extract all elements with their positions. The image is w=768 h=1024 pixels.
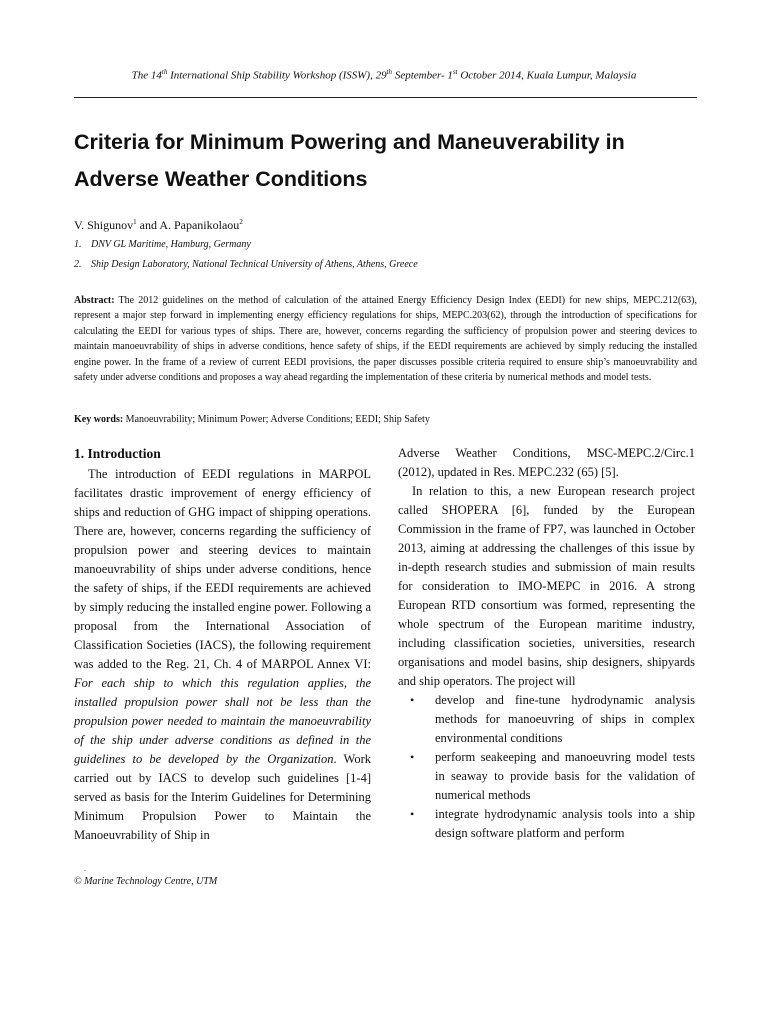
paragraph-text: . Work carried out by IACS to develop such guidelines [1-4] served as basis for the Interim Guidelines for Determining Minimum Propulsion Power to Maintain the Manoeuvrability of Ship in (74, 752, 371, 842)
bullet-item (398, 748, 695, 805)
abstract-text: The 2012 guidelines on the method of calculation of the attained Energy Efficiency Design Index (EEDI) for new ships, MEPC.212(63), represent a major step forward in implementing energy efficiency regulations for ships, MEPC.203(62), through the introduction of specifications for calculating the EEDI for various types of ships. There are, however, concerns regarding the sufficiency of propulsion power and steering devices to maintain manoeuvrability of ships in adverse conditions, hence safety of ships, if the EEDI requirements are achieved by simply reducing the installed engine power. In the frame of a review of current EEDI provisions, the paper discusses possible criteria required to ensure ship’s manoeuvrability and safety under adverse conditions and proposes a way ahead regarding the implementation of these criteria by numerical methods and model tests. (74, 295, 697, 384)
bullet-item (398, 805, 695, 843)
bullet-icon: • (410, 693, 415, 707)
header-text: The 14 (131, 69, 162, 82)
header-text: October 2014, Kuala Lumpur, Malaysia (457, 69, 637, 82)
body-paragraph-continued: Adverse Weather Conditions, MSC-MEPC.2/Circ.1 (2012), updated in Res. MEPC.232 (65) [5]. (398, 446, 695, 479)
left-column (74, 444, 371, 845)
body-paragraph (74, 465, 371, 845)
header-divider (74, 97, 697, 98)
keywords-text: Manoeuvrability; Minimum Power; Adverse Conditions; EEDI; Ship Safety (123, 414, 430, 425)
bullet-list (398, 691, 695, 843)
affiliation-text: Ship Design Laboratory, National Technical University of Athens, Athens, Greece (91, 259, 418, 270)
abstract-label: Abstract: (74, 295, 115, 306)
affiliation-marker: 2 (239, 218, 243, 226)
affiliation-item (74, 238, 418, 258)
abstract (74, 293, 697, 385)
affiliation-number: 1. (74, 239, 82, 250)
right-column (398, 444, 695, 843)
header-text: International Ship Stability Workshop (ISSW), 29 (167, 69, 387, 82)
section-heading: 1. Introduction (74, 446, 161, 461)
footnote-mark: . (84, 864, 86, 873)
title-line: Adverse Weather Conditions (74, 167, 368, 191)
header-superscript: st (452, 68, 458, 76)
affiliation-list (74, 238, 418, 278)
bullet-text: develop and fine-tune hydrodynamic analysis methods for manoeuvring of ships in complex environmental conditions (435, 693, 695, 745)
affiliation-item (74, 258, 418, 278)
bullet-text: perform seakeeping and manoeuvring model tests in seaway to provide basis for the validation of numerical methods (435, 750, 695, 802)
author-name: A. Papanikolaou (159, 218, 240, 232)
author-name: V. Shigunov (74, 218, 134, 232)
header-superscript: th (161, 68, 168, 76)
copyright-footnote: © Marine Technology Centre, UTM (74, 876, 218, 887)
conference-header (0, 68, 768, 82)
body-paragraph: In relation to this, a new European research project called SHOPERA [6], funded by the European Commission in the frame of FP7, was launched in October 2013, aiming at addressing the challenges of this issue by in-depth research studies and submission of main results for consideration to IMO-MEPC in 2016. A strong European RTD consortium was formed, representing the whole spectrum of the European maritime industry, including classification societies, universities, research organisations and model basins, ship designers, shipyards and ship operators. The project will (398, 484, 695, 688)
bullet-item (398, 691, 695, 748)
affiliation-text: DNV GL Maritime, Hamburg, Germany (91, 239, 251, 250)
bullet-icon: • (410, 807, 415, 821)
author-list (74, 218, 243, 233)
bullet-text: integrate hydrodynamic analysis tools into a ship design software platform and perform (435, 807, 695, 840)
bullet-icon: • (410, 750, 415, 764)
quoted-requirement: For each ship to which this regulation applies, the installed propulsion power shall not be less than the propulsion power needed to maintain the manoeuvrability of the ship under adverse conditions as defined in the guidelines to be developed by the Organization (74, 676, 371, 766)
header-text: September- 1 (392, 69, 453, 82)
author-separator: and (136, 218, 160, 232)
paragraph-text: The introduction of EEDI regulations in MARPOL facilitates drastic improvement of energy efficiency of ships and reduction of GHG impact of shipping operations. There are, however, concerns regarding the sufficiency of propulsion power and steering devices to maintain manoeuvrability of ships under adverse conditions, hence the safety of ships, if the EEDI requirements are achieved by simply reducing the installed engine power. Following a proposal from the International Association of Classification Societies (IACS), the following requirement was added to the Reg. 21, Ch. 4 of MARPOL Annex VI: (74, 467, 371, 671)
header-superscript: th (386, 68, 393, 76)
title-line: Criteria for Minimum Powering and Maneuverability in (74, 130, 625, 154)
affiliation-marker: 1 (133, 218, 137, 226)
keywords (74, 414, 697, 425)
paper-title (74, 124, 699, 198)
keywords-label: Key words: (74, 414, 124, 425)
affiliation-number: 2. (74, 259, 82, 270)
